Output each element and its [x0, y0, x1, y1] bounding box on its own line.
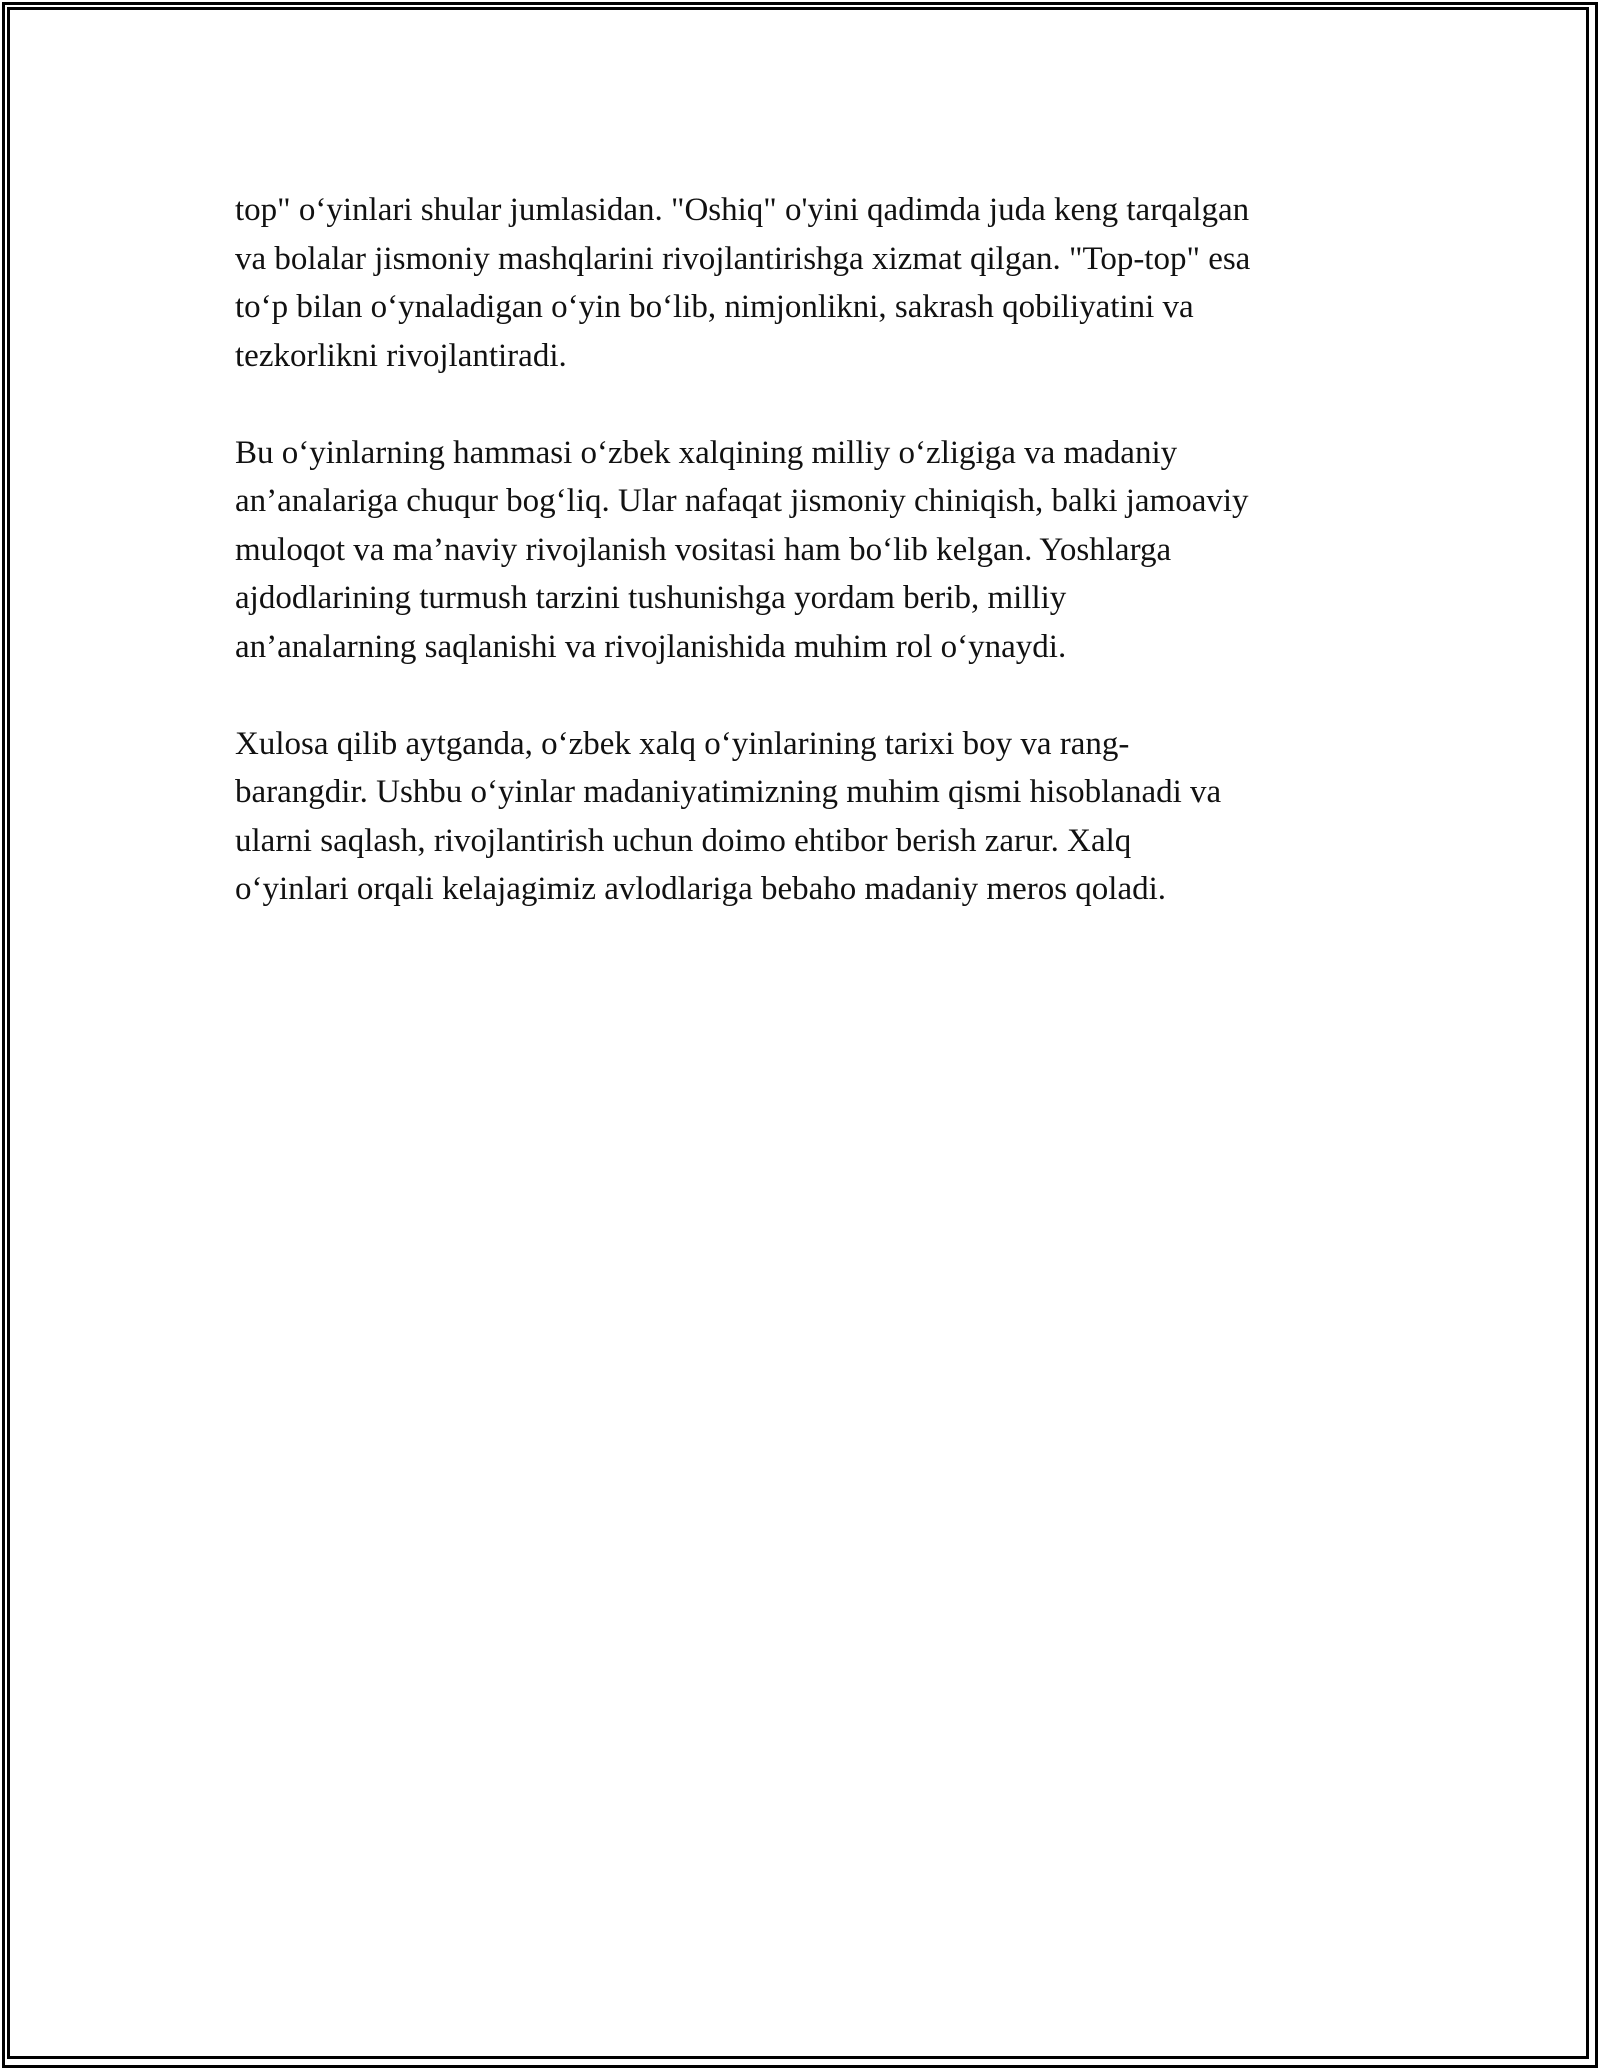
text-line: Bu o‘yinlarning hammasi o‘zbek xalqining milliy o‘zligiga va madaniy	[235, 434, 1178, 471]
document-body	[235, 186, 1395, 962]
text-line: barangdir. Ushbu o‘yinlar madaniyatimizning muhim qismi hisoblanadi va	[235, 774, 1222, 810]
text-line: va bolalar jismoniy mashqlarini rivojlantirishga xizmat qilgan. "Top-top" esa	[235, 240, 1251, 277]
text-line: ularni saqlash, rivojlantirish uchun doimo ehtibor berish zarur. Xalq	[235, 822, 1132, 859]
text-line: tezkorlikni rivojlantiradi.	[235, 337, 567, 374]
text-line: muloqot va ma’naviy rivojlanish vositasi ham bo‘lib kelgan. Yoshlarga	[235, 531, 1172, 568]
text-line: an’analariga chuqur bog‘liq. Ular nafaqat jismoniy chiniqish, balki jamoaviy	[235, 483, 1249, 519]
text-line: an’analarning saqlanishi va rivojlanishida muhim rol o‘ynaydi.	[235, 628, 1067, 665]
text-line: to‘p bilan o‘ynaladigan o‘yin bo‘lib, nimjonlikni, sakrash qobiliyatini va	[235, 289, 1194, 325]
text-line: o‘yinlari orqali kelajagimiz avlodlariga bebaho madaniy meros qoladi.	[235, 871, 1167, 907]
text-line: Xulosa qilib aytganda, o‘zbek xalq o‘yinlarining tarixi boy va rang-	[235, 725, 1130, 762]
paragraph-1	[235, 186, 1395, 380]
paragraph-3	[235, 720, 1395, 914]
text-line: ajdodlarining turmush tarzini tushunishga yordam berib, milliy	[235, 580, 1067, 616]
text-line: top" o‘yinlari shular jumlasidan. "Oshiq" o'yini qadimda juda keng tarqalgan	[235, 192, 1250, 228]
paragraph-2	[235, 429, 1395, 672]
